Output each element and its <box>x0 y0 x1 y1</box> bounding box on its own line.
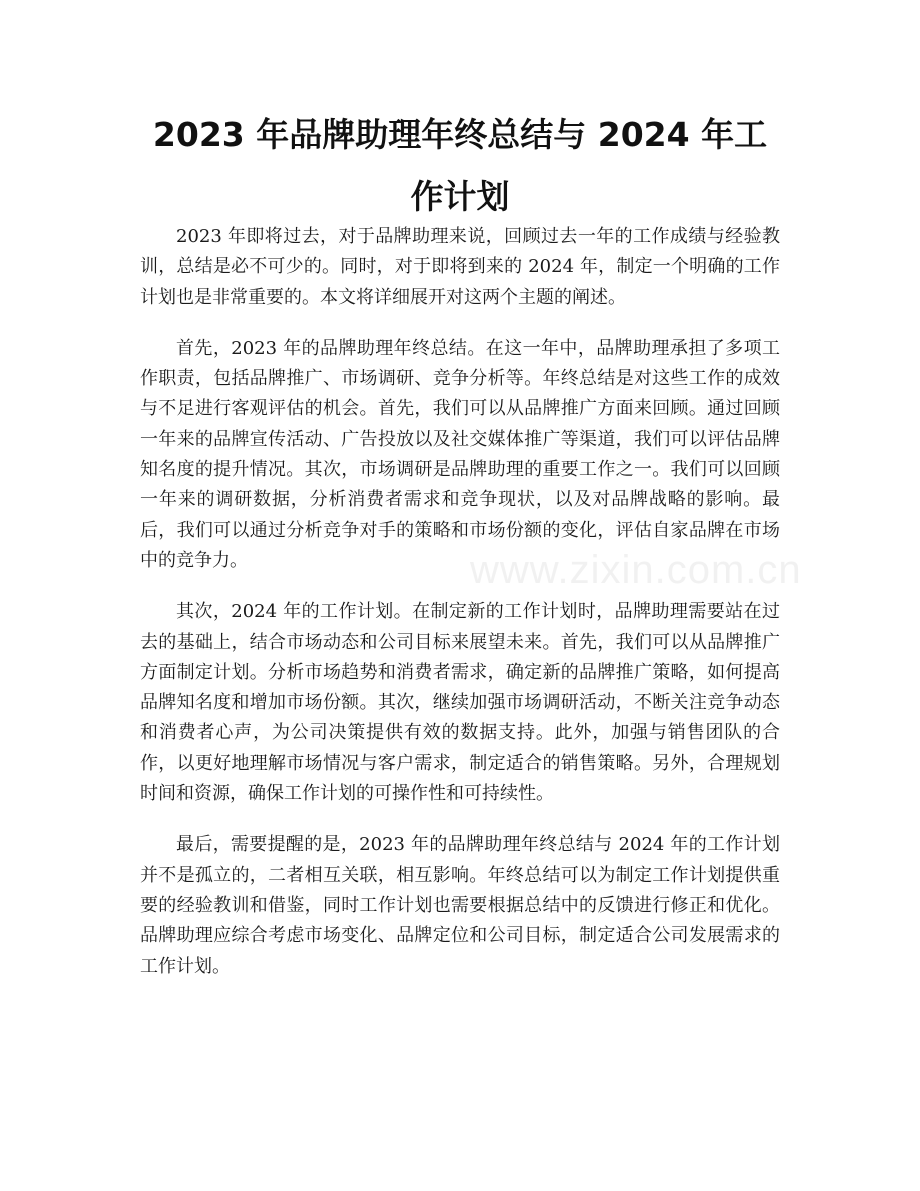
paragraph-conclusion: 最后，需要提醒的是，2023 年的品牌助理年终总结与 2024 年的工作计划并不是孤立的，二者相互关联，相互影响。年终总结可以为制定工作计划提供重要的经验教训和借鉴，同时工作计划也需要根据总结中的反馈进行修正和优化。品牌助理应综合考虑市场变化、品牌定位和公司目标，制定适合公司发展需求的工作计划。 <box>140 834 780 977</box>
watermark-text: www.zixin.com.cn <box>470 548 802 592</box>
document-body <box>140 222 780 1003</box>
paragraph-plan: 其次，2024 年的工作计划。在制定新的工作计划时，品牌助理需要站在过去的基础上，结合市场动态和公司目标来展望未来。首先，我们可以从品牌推广方面制定计划。分析市场趋势和消费者需求，确定新的品牌推广策略，如何提高品牌知名度和增加市场份额。其次，继续加强市场调研活动，不断关注竞争动态和消费者心声，为公司决策提供有效的数据支持。此外，加强与销售团队的合作，以更好地理解市场情况与客户需求，制定适合的销售策略。另外，合理规划时间和资源，确保工作计划的可操作性和可持续性。 <box>140 601 780 805</box>
paragraph-summary: 首先，2023 年的品牌助理年终总结。在这一年中，品牌助理承担了多项工作职责，包括品牌推广、市场调研、竞争分析等。年终总结是对这些工作的成效与不足进行客观评估的机会。首先，我们可以从品牌推广方面来回顾。通过回顾一年来的品牌宣传活动、广告投放以及社交媒体推广等渠道，我们可以评估品牌知名度的提升情况。其次，市场调研是品牌助理的重要工作之一。我们可以回顾一年来的调研数据，分析消费者需求和竞争现状，以及对品牌战略的影响。最后，我们可以通过分析竞争对手的策略和市场份额的变化，评估自家品牌在市场中的竞争力。 <box>140 337 780 571</box>
document-title: 2023 年品牌助理年终总结与 2024 年工作计划 <box>152 115 768 216</box>
paragraph-intro: 2023 年即将过去，对于品牌助理来说，回顾过去一年的工作成绩与经验教训，总结是必不可少的。同时，对于即将到来的 2024 年，制定一个明确的工作计划也是非常重要的。本文将详细展开对这两个主题的阐述。 <box>140 226 780 308</box>
